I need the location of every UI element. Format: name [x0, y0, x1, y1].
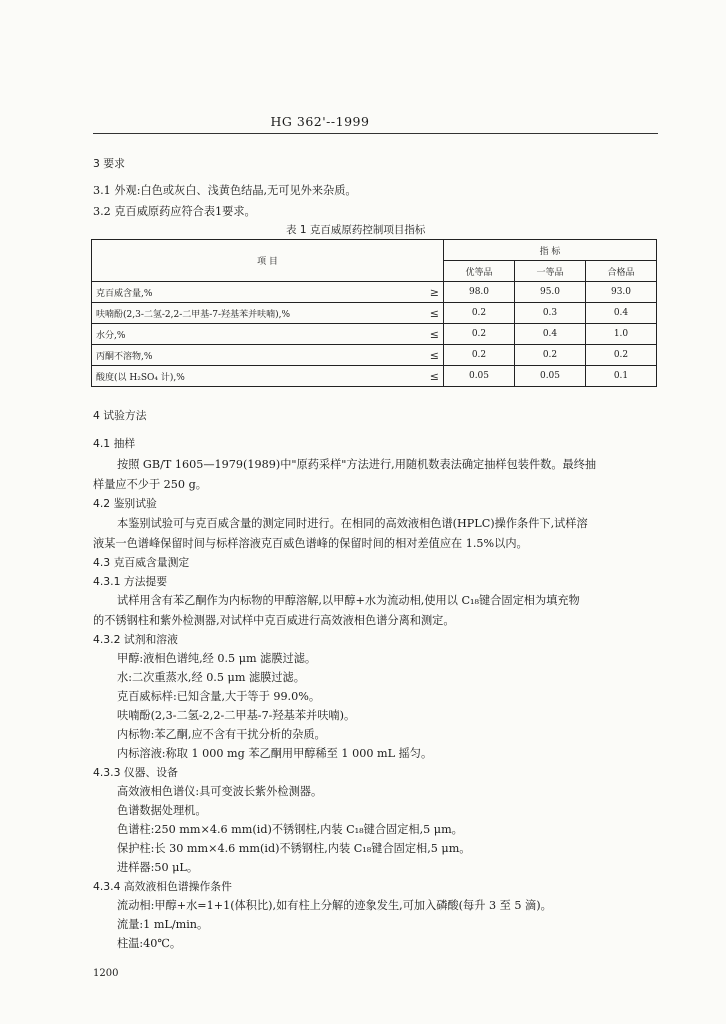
section-3-title: 3 要求 — [93, 157, 125, 170]
header-rule — [93, 133, 658, 134]
grade-header: 一等品 — [515, 261, 586, 282]
clause-4-2-para: 本鉴别试验可与克百威含量的测定同时进行。在相同的高效液相色谱(HPLC)操作条件下,试样溶 — [117, 517, 588, 530]
reagent-line: 水:二次重蒸水,经 0.5 μm 滤膜过滤。 — [117, 671, 305, 684]
clause-4-1-para: 按照 GB/T 1605—1979(1989)中"原药采样"方法进行,用随机数表法确定抽样包装件数。最终抽 — [117, 458, 597, 471]
row-value: 0.2 — [444, 303, 515, 324]
clause-4-2-para: 液某一色谱峰保留时间与标样溶液克百威色谱峰的保留时间的相对差值应在 1.5%以内。 — [93, 537, 528, 550]
row-operator: ≤ — [413, 366, 444, 387]
clause-4-3: 4.3 克百威含量测定 — [93, 556, 190, 569]
reagent-line: 内标物:苯乙酮,应不含有干扰分析的杂质。 — [117, 728, 326, 741]
equipment-line: 保护柱:长 30 mm×4.6 mm(id)不锈钢柱,内装 C₁₈键合固定相,5 μm。 — [117, 842, 471, 855]
row-operator: ≤ — [413, 303, 444, 324]
row-item: 酸度(以 H₂SO₄ 计),% — [92, 366, 414, 387]
row-value: 98.0 — [444, 282, 515, 303]
index-header: 指 标 — [444, 240, 657, 261]
equipment-line: 色谱数据处理机。 — [117, 804, 207, 817]
row-value: 95.0 — [515, 282, 586, 303]
table-row — [92, 324, 657, 345]
row-value: 0.3 — [515, 303, 586, 324]
table-row — [92, 366, 657, 387]
reagent-line: 内标溶液:称取 1 000 mg 苯乙酮用甲醇稀至 1 000 mL 摇匀。 — [117, 747, 433, 760]
row-value: 0.2 — [444, 324, 515, 345]
row-value: 0.1 — [586, 366, 657, 387]
table-row — [92, 282, 657, 303]
row-operator: ≤ — [413, 345, 444, 366]
clause-4-3-1-para: 试样用含有苯乙酮作为内标物的甲醇溶解,以甲醇+水为流动相,使用以 C₁₈键合固定相为填充物 — [117, 594, 580, 607]
row-value: 0.4 — [515, 324, 586, 345]
row-item: 水分,% — [92, 324, 414, 345]
row-value: 0.05 — [515, 366, 586, 387]
clause-4-3-4: 4.3.4 高效液相色谱操作条件 — [93, 880, 232, 893]
row-item: 呋喃酚(2,3-二氢-2,2-二甲基-7-羟基苯并呋喃),% — [92, 303, 414, 324]
equipment-line: 色谱柱:250 mm×4.6 mm(id)不锈钢柱,内装 C₁₈键合固定相,5 μm。 — [117, 823, 463, 836]
clause-4-3-1: 4.3.1 方法提要 — [93, 575, 168, 588]
equipment-line: 进样器:50 μL。 — [117, 861, 199, 874]
row-value: 0.4 — [586, 303, 657, 324]
row-value: 0.2 — [444, 345, 515, 366]
grade-header: 合格品 — [586, 261, 657, 282]
row-item: 克百威含量,% — [92, 282, 414, 303]
page-number: 1200 — [93, 968, 119, 979]
reagent-line: 呋喃酚(2,3-二氢-2,2-二甲基-7-羟基苯并呋喃)。 — [117, 709, 356, 722]
clause-3-2: 3.2 克百威原药应符合表1要求。 — [93, 205, 256, 218]
clause-4-1: 4.1 抽样 — [93, 437, 136, 450]
item-header: 项 目 — [92, 240, 444, 282]
table-row — [92, 303, 657, 324]
section-4-title: 4 试验方法 — [93, 409, 147, 422]
grade-header: 优等品 — [444, 261, 515, 282]
clause-4-2: 4.2 鉴别试验 — [93, 497, 157, 510]
clause-4-3-3: 4.3.3 仪器、设备 — [93, 766, 178, 779]
clause-4-1-para: 样量应不少于 250 g。 — [93, 478, 207, 491]
equipment-line: 高效液相色谱仪:具可变波长紫外检测器。 — [117, 785, 323, 798]
clause-3-1: 3.1 外观:白色或灰白、浅黄色结晶,无可见外来杂质。 — [93, 184, 357, 197]
row-value: 0.2 — [515, 345, 586, 366]
condition-line: 流量:1 mL/min。 — [117, 918, 209, 931]
clause-4-3-1-para: 的不锈钢柱和紫外检测器,对试样中克百威进行高效液相色谱分离和测定。 — [93, 614, 455, 627]
clause-4-3-2: 4.3.2 试剂和溶液 — [93, 633, 178, 646]
reagent-line: 甲醇:液相色谱纯,经 0.5 μm 滤膜过滤。 — [117, 652, 317, 665]
table-caption: 表 1 克百威原药控制项目指标 — [286, 224, 426, 236]
row-value: 93.0 — [586, 282, 657, 303]
row-value: 0.2 — [586, 345, 657, 366]
reagent-line: 克百威标样:已知含量,大于等于 99.0%。 — [117, 690, 321, 703]
requirements-table — [91, 239, 657, 387]
row-item: 丙酮不溶物,% — [92, 345, 414, 366]
row-value: 1.0 — [586, 324, 657, 345]
row-value: 0.05 — [444, 366, 515, 387]
document-header: HG 362'--1999 — [270, 114, 370, 129]
table-row — [92, 345, 657, 366]
condition-line: 流动相:甲醇+水=1+1(体积比),如有柱上分解的迹象发生,可加入磷酸(每升 3 至 5 滴)。 — [117, 899, 552, 912]
row-operator: ≤ — [413, 324, 444, 345]
row-operator: ≥ — [413, 282, 444, 303]
condition-line: 柱温:40℃。 — [117, 937, 182, 950]
